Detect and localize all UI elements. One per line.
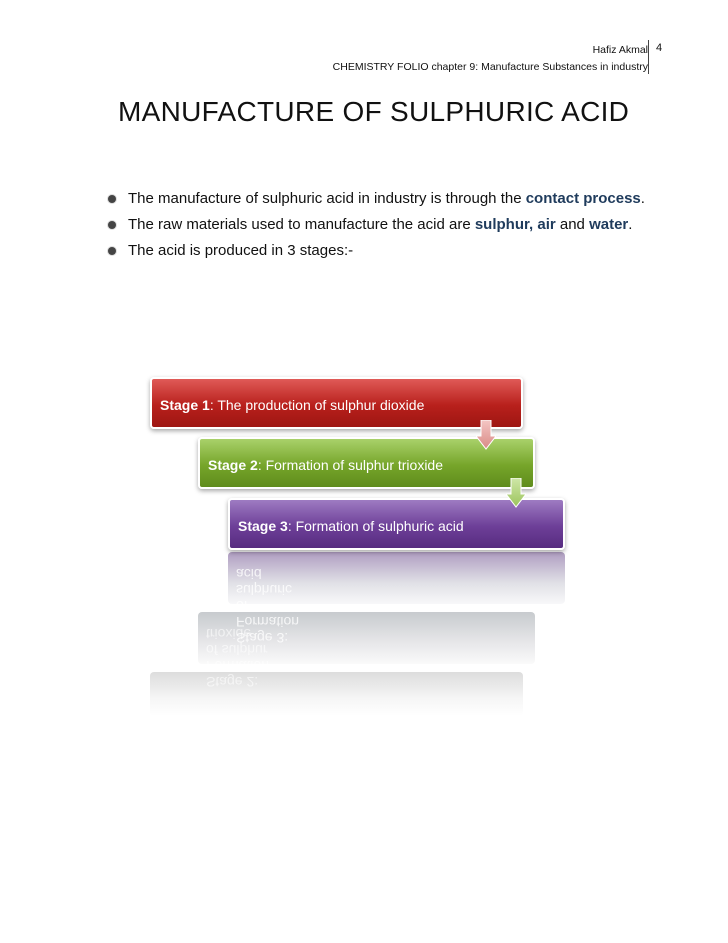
down-arrow-icon — [506, 478, 526, 508]
page-title: MANUFACTURE OF SULPHURIC ACID — [118, 96, 630, 127]
bullet-text: and — [555, 216, 590, 233]
bullet-item — [106, 212, 646, 238]
bullet-list — [106, 186, 646, 264]
bullet-icon — [108, 195, 116, 203]
header-subtitle: CHEMISTRY FOLIO chapter 9: Manufacture Substances in industry — [332, 61, 648, 73]
bullet-highlight: water — [589, 216, 629, 233]
stage-2-text: : Formation of sulphur trioxide — [257, 457, 444, 473]
stage-2-reflection-text: Stage 2: Formation of sulphur trioxide — [206, 626, 270, 690]
bullet-text: . — [640, 190, 645, 207]
stage-3-text: : Formation of sulphuric acid — [287, 518, 464, 534]
stage-3-reflection-text: Stage 3: Formation of sulphuric acid — [236, 566, 300, 646]
down-arrow-icon — [476, 420, 496, 450]
bullet-highlight: sulphur, air — [474, 216, 556, 233]
bullet-icon — [108, 221, 116, 229]
bullet-item — [106, 238, 646, 264]
bullet-highlight: contact process — [525, 190, 641, 207]
stage-1-text: : The production of sulphur dioxide — [209, 397, 425, 413]
stage-1-label: Stage 1 — [160, 397, 210, 413]
bullet-text: The acid is produced in 3 stages:- — [128, 242, 354, 259]
bullet-icon — [108, 247, 116, 255]
bullet-text: The raw materials used to manufacture the acid are — [128, 216, 475, 233]
bullet-text: The manufacture of sulphuric acid in industry is through the — [128, 190, 526, 207]
bullet-text: . — [628, 216, 633, 233]
stage-3-label: Stage 3 — [238, 518, 288, 534]
header-author: Hafiz Akmal — [592, 44, 648, 56]
stage-1-box — [150, 377, 523, 429]
header-divider — [648, 40, 649, 74]
header-text — [333, 42, 648, 76]
page-number: 4 — [656, 42, 663, 54]
stage-2-label: Stage 2 — [208, 457, 258, 473]
bullet-item — [106, 186, 646, 212]
